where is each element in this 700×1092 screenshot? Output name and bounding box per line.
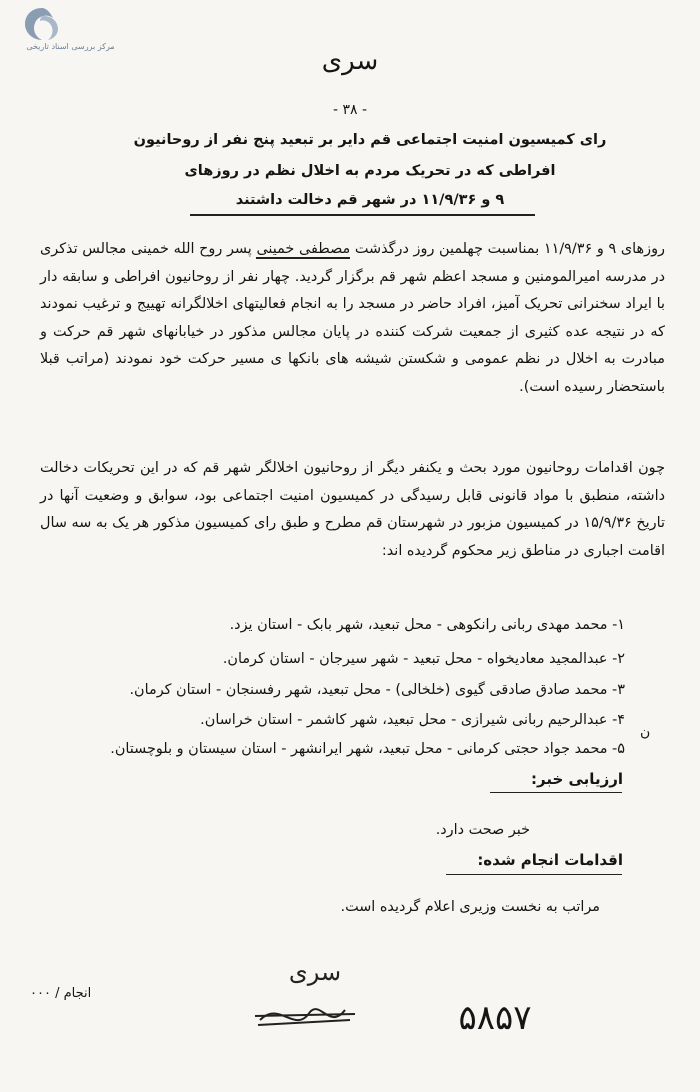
actions-text: مراتب به نخست وزیری اعلام گردیده است. <box>340 899 600 915</box>
page-number: - ۳۸ - <box>332 102 368 118</box>
list-item: ۵- محمد جواد حجتی کرمانی - محل تبعید، شهر ایرانشهر - استان سیستان و بلوچستان. <box>110 741 625 757</box>
list-item: ۱- محمد مهدی ربانی رانکوهی - محل تبعید، شهر بابک - استان یزد. <box>229 617 625 633</box>
title-line-3: ۹ و ۱۱/۹/۳۶ در شهر قم دخالت داشتند <box>235 192 505 208</box>
body-paragraph-2: چون اقدامات روحانیون مورد بحث و یکنفر دیگر از روحانیون اخلالگر شهر قم که در این تحریکات دخالت داشته، منطبق با مواد قانونی قابل رسیدگی در کمیسیون امنیت اجتماعی بود، سوابق و وضعیت آنها در تاریخ ۱۵/۹/۳۶ در کمیسیون مزبور در شهرستان قم مطرح و طبق رای کمیسیون مذکور هر یک به سه سال اقامت اجباری در مناطق زیر محکوم گردیده اند: <box>40 460 665 559</box>
archive-logo <box>8 4 133 56</box>
paragraph-1-opening: روزهای ۹ و ۱۱/۹/۳۶ بمناسبت چهلمین روز درگذشت <box>350 241 665 257</box>
evaluation-text: خبر صحت دارد. <box>435 822 530 838</box>
evaluation-underline <box>490 792 622 793</box>
paragraph-1-continuation: پسر روح الله خمینی مجالس تذکری در مدرسه امیرالمومنین و مسجد اعظم شهر قم برگزار گردید. چهار نفر از روحانیون افراطی و سابقه دار با ایراد سخنرانی تحریک آمیز، افراد حاضر در مسجد را به انجام فعالیتهای اخلالگرانه تهییج و ترغیب نمودند که در نتیجه عده کثیری از جمعیت شرکت کننده در پایان مجالس مذکور در خیابانهای شهر قم حرکت و مبادرت به اخلال در نظم عمومی و شکستن شیشه های بانکها ی مسیر حرکت خود نمودند (مراتب قبلا باستحضار رسیده است). <box>40 241 665 395</box>
underlined-name: مصطفی خمینی <box>256 241 351 257</box>
list-item: ۳- محمد صادق صادقی گیوی (خلخالی) - محل تبعید، شهر رفسنجان - استان کرمان. <box>129 682 625 698</box>
evaluation-label: ارزیابی خبر: <box>531 770 623 788</box>
archive-emblem-icon <box>22 6 62 42</box>
title-underline <box>190 214 535 216</box>
footer-code: انجام / ۰۰۰ <box>30 986 92 1001</box>
list-item: ۲- عبدالمجید معادیخواه - محل تبعید - شهر سیرجان - استان کرمان. <box>222 651 625 667</box>
margin-mark: ن <box>640 724 651 740</box>
archive-logo-text: مرکز بررسی اسناد تاریخی <box>26 42 115 51</box>
handwritten-number: ۵۸۵۷ <box>458 998 532 1038</box>
title-line-2: افراطی که در تحریک مردم به اخلال نظم در روزهای <box>184 163 556 179</box>
actions-underline <box>446 874 622 875</box>
classification-stamp-top: سری <box>321 46 379 76</box>
title-line-1: رای کمیسیون امنیت اجتماعی قم دایر بر تبعید پنج نفر از روحانیون <box>133 132 607 148</box>
actions-label: اقدامات انجام شده: <box>477 851 623 869</box>
list-item: ۴- عبدالرحیم ربانی شیرازی - محل تبعید، شهر کاشمر - استان خراسان. <box>200 712 625 728</box>
classification-stamp-bottom: سری <box>288 958 342 986</box>
body-paragraph-1 <box>40 236 665 401</box>
